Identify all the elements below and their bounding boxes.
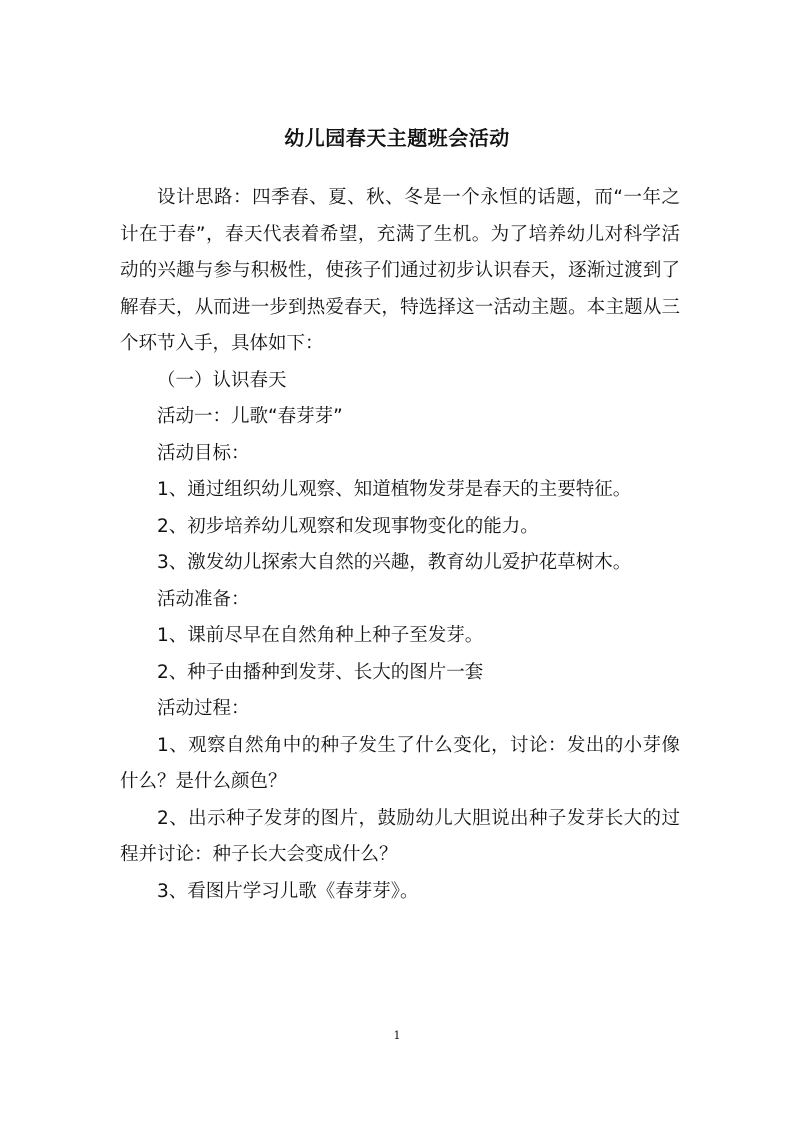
- page-number: 1: [393, 1029, 401, 1042]
- goal-item-3: 3、激发幼儿探索大自然的兴趣，教育幼儿爱护花草树木。: [157, 552, 632, 573]
- activity-preparation-heading: 活动准备：: [157, 588, 250, 610]
- preparation-item-2: 2、种子由播种到发芽、长大的图片一套: [157, 661, 484, 683]
- activity-process-heading: 活动过程：: [157, 698, 250, 719]
- section-heading-know-spring: （一）认识春天: [157, 369, 287, 391]
- paragraph-design-idea: 设计思路：四季春、夏、秋、冬是一个永恒的话题，而“一年之计在于春”，春天代表着希望，充满了生机。为了培养幼儿对科学活动的兴趣与参与积极性，使孩子们通过初步认识春天，逐渐过渡到了解春天，从而进一步到热爱春天，特选择这一活动主题。本主题从三个环节入手，具体如下：: [120, 187, 680, 354]
- process-item-3: 3、看图片学习儿歌《春芽芽》。: [157, 880, 419, 902]
- process-item-2: 2、出示种子发芽的图片，鼓励幼儿大胆说出种子发芽长大的过程并讨论：种子长大会变成什么？: [120, 807, 680, 865]
- preparation-item-1: 1、课前尽早在自然角种上种子至发芽。: [157, 625, 484, 646]
- activity-goals-heading: 活动目标：: [157, 442, 250, 464]
- document-title: 幼儿园春天主题班会活动: [284, 126, 510, 150]
- goal-item-1: 1、通过组织幼儿观察、知道植物发芽是春天的主要特征。: [157, 479, 632, 500]
- goal-item-2: 2、初步培养幼儿观察和发现事物变化的能力。: [157, 515, 539, 537]
- activity-one-heading: 活动一：儿歌“春芽芽”: [157, 406, 343, 427]
- process-item-1: 1、观察自然角中的种子发生了什么变化，讨论：发出的小芽像什么？是什么颜色？: [120, 734, 680, 792]
- document-body: [120, 180, 680, 910]
